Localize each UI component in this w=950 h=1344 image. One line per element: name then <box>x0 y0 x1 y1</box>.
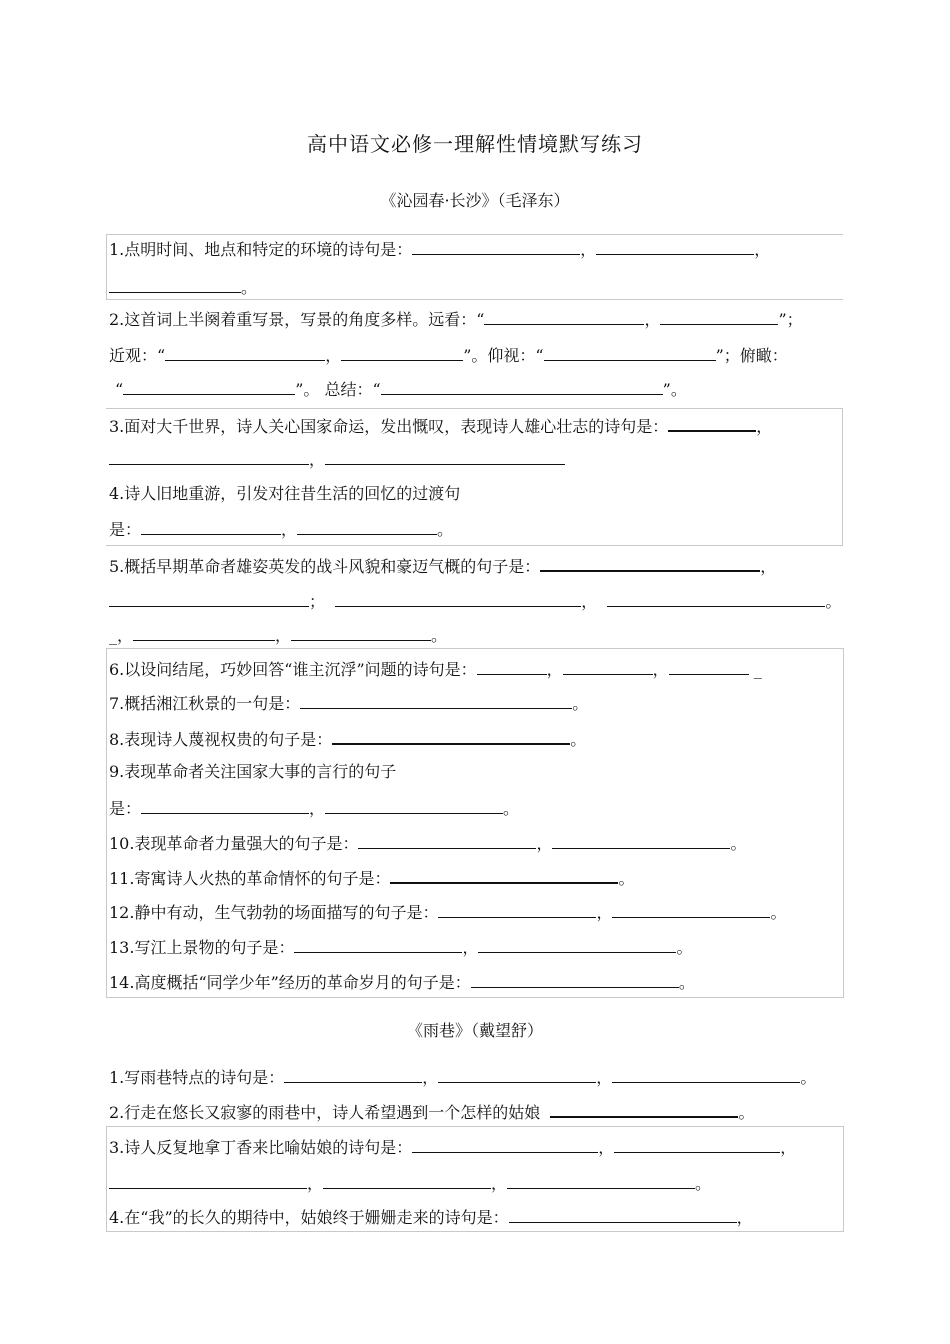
answer-blank[interactable] <box>471 971 679 988</box>
question-14: 14.高度概括“同学少年”经历的革命岁月的句子是： 。 <box>109 973 695 992</box>
question-5-cont2: _， ， 。 <box>109 626 448 645</box>
answer-blank[interactable] <box>552 832 730 849</box>
question-6: 6.以设问结尾，巧妙回答“谁主沉浮”问题的诗句是： ， ， _ <box>109 660 762 679</box>
question-7: 7.概括湘江秋景的一句是： 。 <box>109 694 589 713</box>
yuxiang-question-4: 4.在“我”的长久的期待中，姑娘终于姗姗走来的诗句是： ， <box>109 1208 753 1227</box>
answer-blank[interactable] <box>412 238 580 255</box>
question-2: 2.这首词上半阕着重写景，写景的角度多样。远看：“ ， ”； <box>109 310 803 329</box>
answer-blank[interactable] <box>550 1100 738 1118</box>
question-1-cont: 。 <box>109 276 257 298</box>
answer-blank[interactable] <box>325 448 565 465</box>
question-10: 10.表现革命者力量强大的句子是： ， 。 <box>109 834 747 853</box>
yuxiang-question-1: 1.写雨巷特点的诗句是： ， ， 。 <box>109 1068 817 1087</box>
answer-blank[interactable] <box>335 590 581 607</box>
yuxiang-question-2: 2.行走在悠长又寂寥的雨巷中，诗人希望遇到一个怎样的姑娘 。 <box>109 1100 754 1123</box>
answer-blank[interactable] <box>291 624 431 641</box>
answer-blank[interactable] <box>596 238 754 255</box>
answer-blank[interactable] <box>540 554 760 572</box>
answer-blank[interactable] <box>612 901 770 918</box>
question-1: 1.点明时间、地点和特定的环境的诗句是： ， ， <box>109 240 771 259</box>
answer-blank[interactable] <box>660 308 778 325</box>
question-11: 11.寄寓诗人火热的革命情怀的句子是： 。 <box>109 866 634 889</box>
question-12: 12.静中有动，生气勃勃的场面描写的句子是： ， 。 <box>109 903 787 922</box>
answer-blank[interactable] <box>668 414 756 432</box>
answer-blank[interactable] <box>109 448 309 465</box>
answer-blank[interactable] <box>109 590 309 607</box>
answer-blank[interactable] <box>341 344 463 361</box>
section-heading-yuxiang: 《雨巷》（戴望舒） <box>406 1021 543 1040</box>
answer-blank[interactable] <box>390 866 618 884</box>
answer-blank[interactable] <box>612 1066 800 1083</box>
answer-blank[interactable] <box>509 1206 737 1223</box>
section-heading-qinyuanchun: 《沁园春·长沙》（毛泽东） <box>380 191 570 210</box>
answer-blank[interactable] <box>477 658 547 675</box>
question-9-cont: 是： ， 。 <box>109 799 520 818</box>
answer-blank[interactable] <box>141 797 309 814</box>
answer-blank[interactable] <box>563 658 653 675</box>
question-9: 9.表现革命者关注国家大事的言行的句子 <box>109 762 397 781</box>
answer-blank[interactable] <box>484 308 644 325</box>
question-2-line2: 近观：“ ， ”。仰视：“ ”；俯瞰： <box>109 346 788 365</box>
answer-blank[interactable] <box>358 832 536 849</box>
answer-blank[interactable] <box>412 1136 598 1153</box>
answer-blank[interactable] <box>325 797 503 814</box>
answer-blank[interactable] <box>438 901 596 918</box>
answer-blank[interactable] <box>669 658 749 675</box>
answer-blank[interactable] <box>123 378 295 395</box>
question-5: 5.概括早期革命者雄姿英发的战斗风貌和豪迈气概的句子是： ， <box>109 554 776 577</box>
answer-blank[interactable] <box>507 1172 695 1189</box>
yuxiang-question-3-cont: ， ， 。 <box>109 1172 711 1194</box>
answer-blank[interactable] <box>614 1136 780 1153</box>
question-8: 8.表现诗人蔑视权贵的句子是： 。 <box>109 727 586 750</box>
answer-blank[interactable] <box>607 590 825 607</box>
question-4: 4.诗人旧地重游，引发对往昔生活的回忆的过渡句 <box>109 484 461 503</box>
question-5-cont: ； ， 。 <box>109 590 841 612</box>
question-2-line3: “ ”。 总结：“ ”。 <box>115 380 687 399</box>
answer-blank[interactable] <box>438 1066 596 1083</box>
answer-blank[interactable] <box>141 518 281 535</box>
yuxiang-question-3: 3.诗人反复地拿丁香来比喻姑娘的诗句是： ， ， <box>109 1138 797 1157</box>
question-3: 3.面对大千世界，诗人关心国家命运，发出慨叹，表现诗人雄心壮志的诗句是： ， <box>109 414 772 437</box>
answer-blank[interactable] <box>294 936 462 953</box>
answer-blank[interactable] <box>478 936 676 953</box>
question-4-cont: 是： ， 。 <box>109 520 454 539</box>
question-13: 13.写江上景物的句子是： ， 。 <box>109 938 693 957</box>
answer-blank[interactable] <box>300 692 572 709</box>
answer-blank[interactable] <box>109 1172 307 1189</box>
answer-blank[interactable] <box>381 378 663 395</box>
answer-blank[interactable] <box>323 1172 491 1189</box>
answer-blank[interactable] <box>544 344 716 361</box>
answer-blank[interactable] <box>109 276 241 293</box>
page-title: 高中语文必修一理解性情境默写练习 <box>307 132 643 156</box>
answer-blank[interactable] <box>284 1066 422 1083</box>
answer-blank[interactable] <box>297 518 437 535</box>
answer-blank[interactable] <box>133 624 275 641</box>
question-3-cont: ， <box>109 448 565 470</box>
answer-blank[interactable] <box>165 344 325 361</box>
answer-blank[interactable] <box>332 727 570 745</box>
